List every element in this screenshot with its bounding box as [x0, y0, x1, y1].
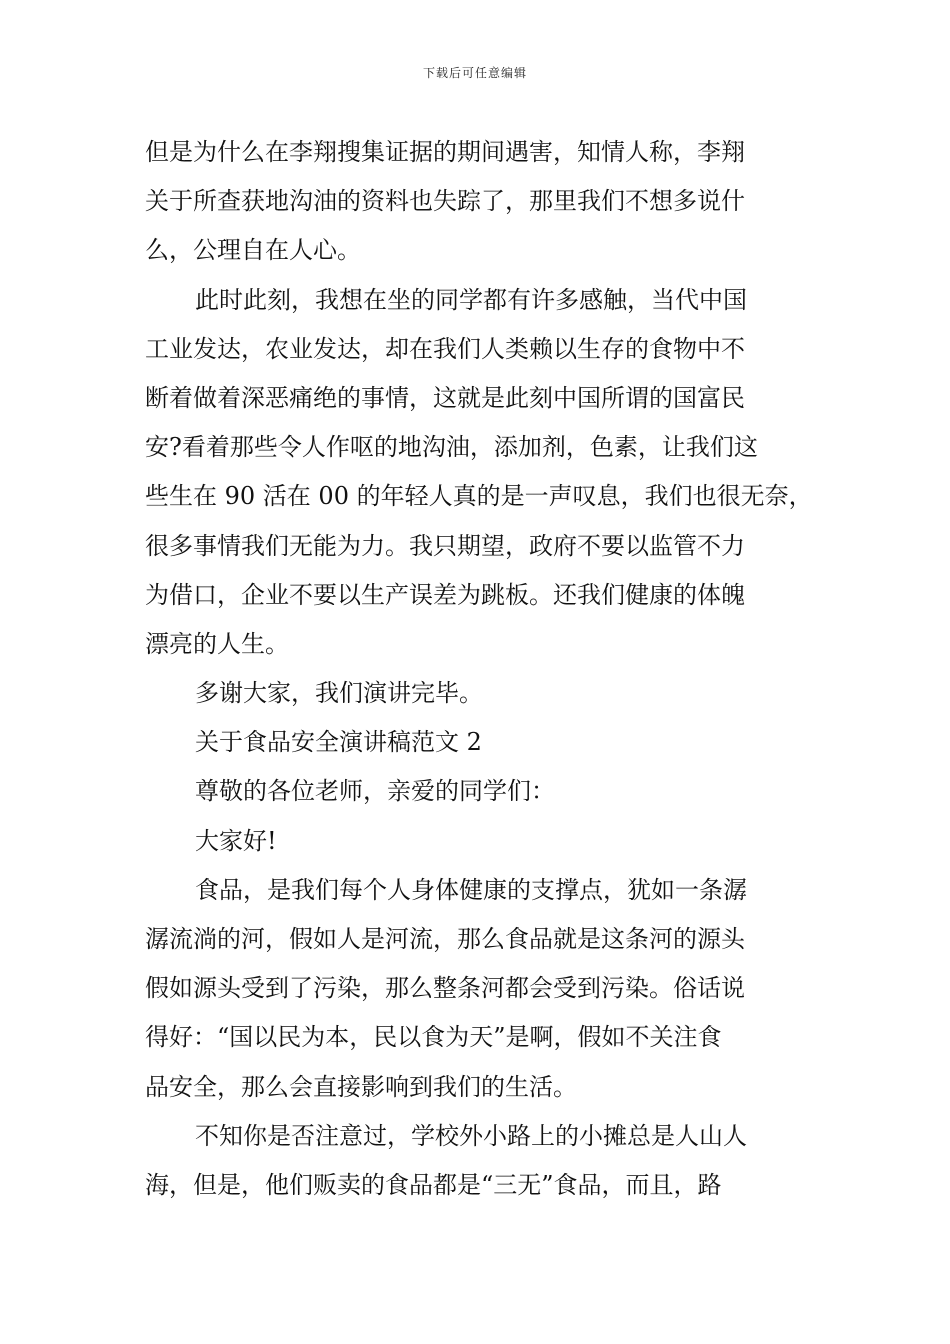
greeting: 大家好!	[195, 826, 277, 855]
text-line: 关于所查获地沟油的资料也失踪了，那里我们不想多说什	[145, 187, 745, 216]
text-line: 品安全，那么会直接影响到我们的生活。	[145, 1072, 577, 1101]
text-line: 多谢大家，我们演讲完毕。	[195, 679, 483, 708]
page-header: 下载后可任意编辑	[422, 66, 527, 80]
text-line: 不知你是否注意过，学校外小路上的小摊总是人山人	[195, 1121, 747, 1150]
document-body	[145, 128, 835, 1210]
text-line: 很多事情我们无能为力。我只期望，政府不要以监管不力	[145, 531, 745, 560]
text-line: 食品，是我们每个人身体健康的支撑点，犹如一条潺	[195, 875, 747, 904]
text-line: 为借口，企业不要以生产误差为跳板。还我们健康的体魄	[145, 580, 745, 609]
text-line: 些生在 90 活在 00 的年轻人真的是一声叹息，我们也很无奈，	[145, 482, 813, 511]
section-title: 关于食品安全演讲稿范文 2	[195, 728, 482, 757]
salutation: 尊敬的各位老师，亲爱的同学们：	[195, 777, 555, 806]
text-line: 此时此刻，我想在坐的同学都有许多感触，当代中国	[195, 285, 747, 314]
text-line: 但是为什么在李翔搜集证据的期间遇害，知情人称，李翔	[145, 138, 745, 166]
text-line: 假如源头受到了污染，那么整条河都会受到污染。俗话说	[145, 974, 745, 1003]
text-line: 漂亮的人生。	[145, 629, 289, 658]
text-line: 么，公理自在人心。	[145, 236, 361, 265]
text-line: 海，但是，他们贩卖的食品都是“三无”食品，而且，路	[145, 1170, 722, 1199]
text-line: 潺流淌的河，假如人是河流，那么食品就是这条河的源头	[145, 925, 745, 953]
text-line: 工业发达，农业发达，却在我们人类赖以生存的食物中不	[145, 334, 745, 363]
text-line: 安?看着那些令人作呕的地沟油，添加剂，色素，让我们这	[145, 433, 758, 462]
text-line: 得好：“国以民为本，民以食为天”是啊，假如不关注食	[145, 1023, 722, 1052]
text-line: 断着做着深恶痛绝的事情，这就是此刻中国所谓的国富民	[145, 383, 745, 412]
